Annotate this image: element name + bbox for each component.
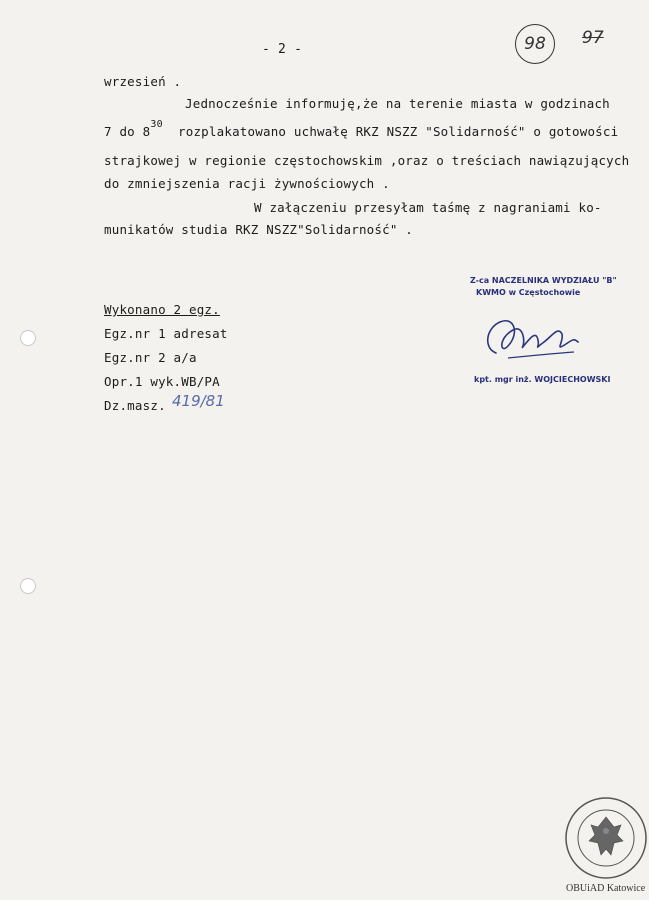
punch-hole-top — [20, 330, 36, 346]
distribution-item-1: Egz.nr 1 adresat — [104, 326, 228, 341]
signature-icon — [478, 308, 588, 368]
ipn-seal-icon — [563, 795, 649, 881]
body-line-2: Jednocześnie informuję,że na terenie miasta w godzinach — [185, 96, 610, 111]
archive-number-struck-text: 97 — [582, 28, 604, 48]
page-number: - 2 - — [262, 42, 303, 57]
archive-number-circled: 98 — [515, 24, 555, 64]
body-line-4: strajkowej w regionie częstochowskim ,oraz o treściach nawiązujących — [104, 153, 630, 168]
time-superscript: 30 — [150, 119, 163, 130]
body-line-3 — [104, 119, 163, 139]
body-line-3-text: 7 do 8 — [104, 124, 151, 139]
body-line-5: do zmniejszenia racji żywnościowych . — [104, 176, 390, 191]
body-line-6: W załączeniu przesyłam taśmę z nagraniami ko- — [254, 200, 602, 215]
distribution-item-2: Egz.nr 2 a/a — [104, 350, 197, 365]
body-line-3b: rozplakatowano uchwałę RKZ NSZZ "Solidarność" o gotowości — [178, 124, 619, 139]
handwritten-number: 419/81 — [172, 392, 225, 410]
punch-hole-bottom — [20, 578, 36, 594]
body-line-7: munikatów studia RKZ NSZZ"Solidarność" . — [104, 222, 414, 237]
stamp-line-2: KWMO w Częstochowie — [476, 288, 581, 297]
stamp-line-3: kpt. mgr inż. WOJCIECHOWSKI — [474, 375, 611, 384]
seal-caption: OBUiAD Katowice — [566, 883, 646, 894]
archive-number-struck — [582, 28, 604, 48]
distribution-title: Wykonano 2 egz. — [104, 302, 220, 317]
stamp-line-1: Z-ca NACZELNIKA WYDZIAŁU "B" — [470, 276, 617, 285]
distribution-item-4: Dz.masz. — [104, 398, 166, 413]
distribution-item-3: Opr.1 wyk.WB/PA — [104, 374, 220, 389]
body-line-1: wrzesień . — [104, 74, 182, 89]
